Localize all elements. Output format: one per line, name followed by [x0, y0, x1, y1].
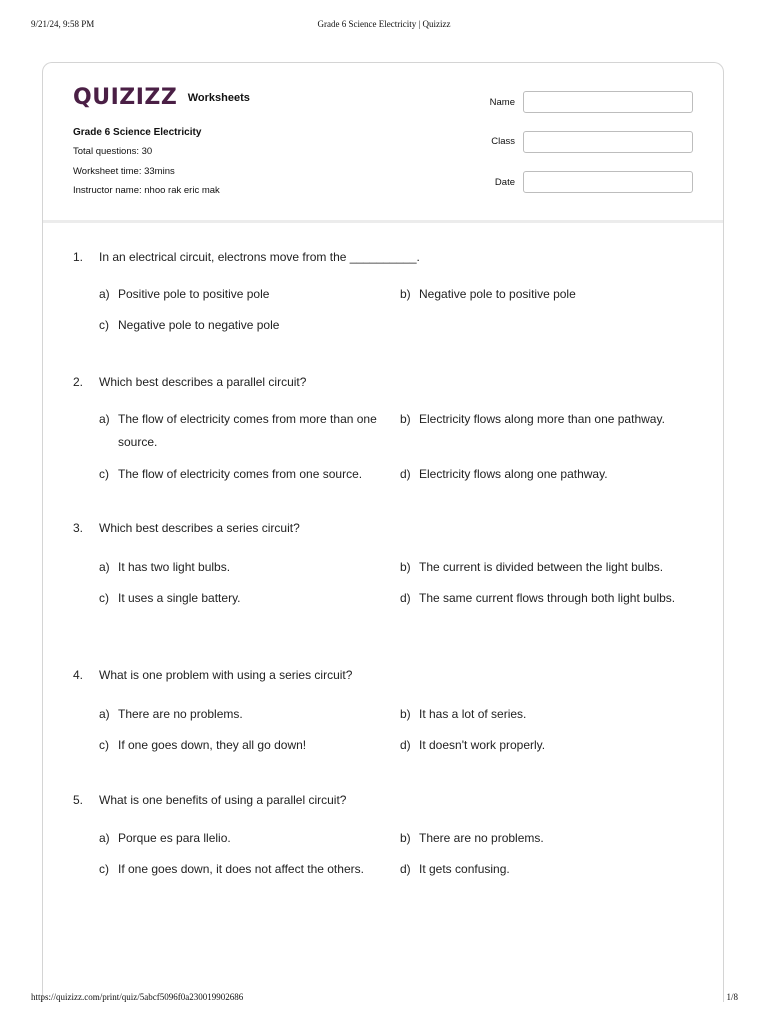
question-text: Which best describes a parallel circuit?	[99, 375, 307, 389]
option-text: The current is divided between the light bulbs.	[419, 560, 664, 574]
name-label: Name	[489, 97, 515, 108]
option-letter: d)	[400, 467, 411, 481]
option-text: If one goes down, they all go down!	[118, 738, 307, 752]
option-text: It has two light bulbs.	[118, 560, 231, 574]
option-text: The flow of electricity comes from more than one source.	[118, 412, 377, 449]
option-b	[400, 556, 690, 579]
option-text: Electricity flows along one pathway.	[419, 467, 608, 481]
worksheet-time: Worksheet time: 33mins	[73, 166, 175, 177]
question-text: What is one problem with using a series circuit?	[99, 668, 353, 682]
option-letter: c)	[99, 467, 109, 481]
option-text: It gets confusing.	[419, 862, 510, 876]
option-b	[400, 827, 690, 850]
class-label: Class	[491, 136, 515, 147]
class-field[interactable]	[523, 131, 693, 153]
question-number: 3.	[73, 521, 84, 535]
option-letter: c)	[99, 738, 109, 752]
option-b	[400, 283, 690, 306]
option-text: There are no problems.	[118, 707, 243, 721]
question-text: What is one benefits of using a parallel circuit?	[99, 793, 347, 807]
question-number: 5.	[73, 793, 84, 807]
option-letter: a)	[99, 287, 110, 301]
option-d	[400, 587, 690, 610]
option-c	[99, 463, 389, 486]
product-name: Worksheets	[187, 91, 250, 104]
option-letter: b)	[400, 831, 411, 845]
option-letter: c)	[99, 318, 109, 332]
page-number: 1/8	[726, 992, 738, 1002]
question-number: 1.	[73, 250, 84, 264]
worksheet-header	[43, 63, 723, 223]
option-letter: b)	[400, 287, 411, 301]
quizizz-logo: QUIZIZZ	[73, 85, 178, 110]
option-a	[99, 827, 389, 850]
date-field[interactable]	[523, 171, 693, 193]
option-text: Porque es para llelio.	[118, 831, 231, 845]
option-text: It uses a single battery.	[118, 591, 241, 605]
option-text: Positive pole to positive pole	[118, 287, 270, 301]
option-letter: d)	[400, 591, 411, 605]
option-text: Negative pole to negative pole	[118, 318, 280, 332]
option-letter: a)	[99, 412, 110, 426]
option-a	[99, 703, 389, 726]
option-d	[400, 858, 690, 881]
option-c	[99, 734, 389, 757]
option-d	[400, 734, 690, 757]
name-field[interactable]	[523, 91, 693, 113]
total-questions: Total questions: 30	[73, 146, 153, 157]
option-b	[400, 703, 690, 726]
question-text: In an electrical circuit, electrons move from the __________.	[99, 250, 420, 264]
option-text: Electricity flows along more than one pathway.	[419, 412, 665, 426]
option-text: If one goes down, it does not affect the others.	[118, 862, 364, 876]
option-letter: b)	[400, 707, 411, 721]
option-d	[400, 463, 690, 486]
option-letter: a)	[99, 707, 110, 721]
option-text: Negative pole to positive pole	[419, 287, 576, 301]
option-c	[99, 314, 389, 337]
question-number: 2.	[73, 375, 84, 389]
option-letter: a)	[99, 560, 110, 574]
option-c	[99, 858, 389, 881]
print-datetime: 9/21/24, 9:58 PM	[31, 19, 95, 29]
date-label: Date	[494, 177, 515, 188]
option-text: It has a lot of series.	[419, 707, 527, 721]
option-letter: a)	[99, 831, 110, 845]
option-b	[400, 408, 690, 431]
option-letter: c)	[99, 591, 109, 605]
option-letter: d)	[400, 738, 411, 752]
print-url[interactable]: https://quizizz.com/print/quiz/5abcf5096f0a230019902686	[31, 992, 244, 1002]
option-text: It doesn't work properly.	[419, 738, 546, 752]
option-c	[99, 587, 389, 610]
option-letter: c)	[99, 862, 109, 876]
option-letter: b)	[400, 560, 411, 574]
brand	[73, 85, 250, 111]
option-letter: b)	[400, 412, 411, 426]
question-number: 4.	[73, 668, 84, 682]
option-a	[99, 283, 389, 306]
worksheet-card	[42, 62, 724, 1002]
option-text: There are no problems.	[419, 831, 544, 845]
worksheet-title: Grade 6 Science Electricity	[73, 127, 202, 138]
question-text: Which best describes a series circuit?	[99, 521, 300, 535]
option-text: The same current flows through both light bulbs.	[419, 591, 676, 605]
option-a	[99, 408, 389, 454]
option-text: The flow of electricity comes from one source.	[118, 467, 363, 481]
instructor-name: Instructor name: nhoo rak eric mak	[73, 185, 220, 196]
option-a	[99, 556, 389, 579]
option-letter: d)	[400, 862, 411, 876]
print-page-title: Grade 6 Science Electricity | Quizizz	[317, 19, 451, 29]
